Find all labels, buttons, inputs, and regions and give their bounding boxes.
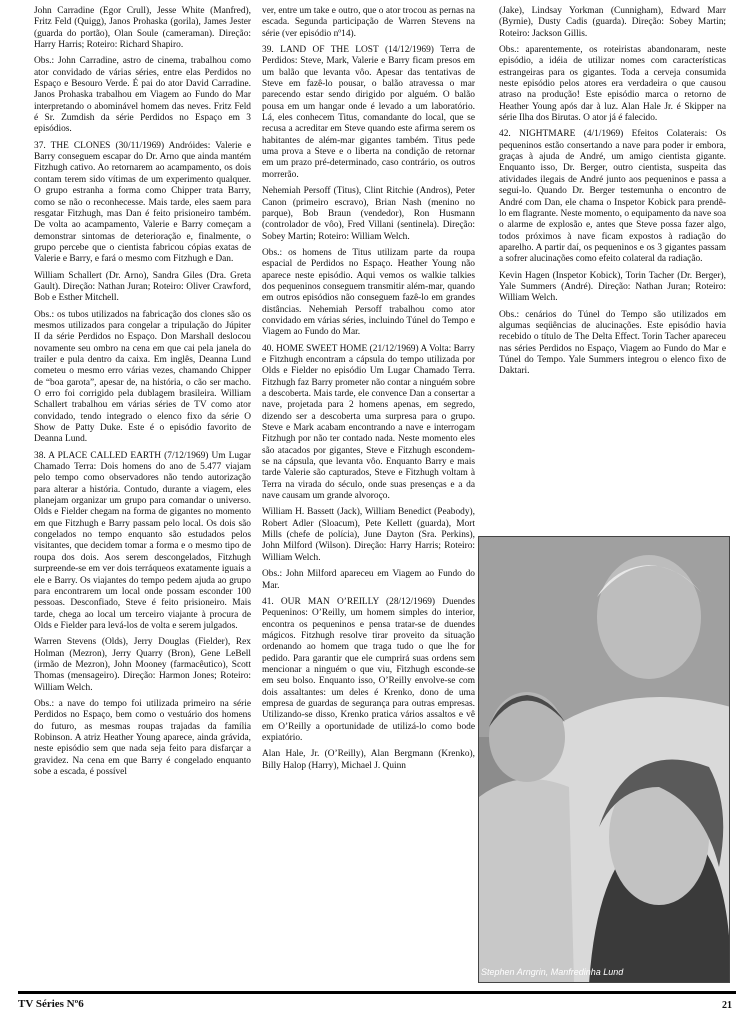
photo-illustration (479, 537, 730, 983)
paragraph: Nehemiah Persoff (Titus), Clint Ritchie (Andros), Peter Canon (primeiro escravo), Brian Nash (menino no parque), Bob Braun (vendedor), Ron Husmann (controlador de vôo), Fred Villani (sentinela). Direção: Sobey Martin; Roteiro: William Welch. (262, 186, 475, 242)
episode-38-synopsis: 38. A PLACE CALLED EARTH (7/12/1969) Um Lugar Chamado Terra: Dois homens do ano de 5.477 viajam pelo tempo como observadores não tendo autorização para alterar a história. Contudo, durante a viagem, eles planejam organizar um grupo para comandar o universo. Olds e Fielder chegam na forma de gigantes no momento em que Fitzhugh e Barry passam pelo local. Os dois são congelados no tempo enquanto são estudados pelos visitantes, que decidem tomar a forma e o mesmo tipo de roupa dos dois. Aos serem descongelados, Fitzhugh surpreende-se em ver dois terráqueos exatamente iguais a ele e Barry. Os viajantes do tempo pedem ajuda ao grupo para encontrarem um local onde possam esconder 100 pessoas. Desconfiado, Steve é feito prisioneiro. Mais tarde, chega ao local um terceiro viajante à procura de Olds e Fielder para levá-los de volta e serem julgados. (34, 450, 251, 631)
paragraph: Alan Hale, Jr. (O’Reilly), Alan Bergmann (Krenko), Billy Halop (Harry), Michael J. Quinn (262, 749, 475, 771)
column-left (34, 6, 251, 783)
episode-42-synopsis: 42. NIGHTMARE (4/1/1969) Efeitos Colaterais: Os pequeninos estão consertando a nave para poder ir embora, graças à ajuda de André, um amigo cientista gigante. Enquanto isso, Dr. Berger, outro cientista, suspeita das atividades ilegais de André junto aos pequeninos e passa a segui-lo. Quando Dr. Berger testemunha o encontro de André com Dan, ele chama o Inspetor Kobick para prendê-lo em flagrante. Neste momento, o equipamento da nave soa o alarme de explosão e, antes que Steve possa fazer algo, todos próximos à nave ficam expostos à radiação do aparelho. A partir daí, os pequeninos e os 3 gigantes passam a sofrer alucinações como efeito colateral da radiação. (499, 129, 726, 265)
column-middle (262, 6, 475, 777)
paragraph: Kevin Hagen (Inspetor Kobick), Torin Tacher (Dr. Berger), Yale Summers (André). Direção: Nathan Juran; Roteiro: William Welch. (499, 270, 726, 304)
paragraph: Obs.: aparentemente, os roteiristas abandonaram, neste episódio, a idéia de utilizar nomes com características estrangeiras para os gigantes. Toda a cerveja consumida neste episódio pelos atores era verdadeira o que causou atraso na produção! Este episódio marca o retorno de Heather Young após dar à luz. Alan Hale Jr. é Skipper na série Ilha dos Birutas. O ator já é falecido. (499, 45, 726, 124)
paragraph: Warren Stevens (Olds), Jerry Douglas (Fielder), Rex Holman (Mezron), Jerry Quarry (Bron), Gene LeBell (irmão de Mezron), John Mooney (farmacêutico), Scott Thomas (mensageiro). Direção: Harmon Jones; Roteiro: William Welch. (34, 637, 251, 693)
episode-37-synopsis: 37. THE CLONES (30/11/1969) Andróides: Valerie e Barry conseguem escapar do Dr. Arno que ainda mantém Fitzhugh cativo. Ao retornarem ao acampamento, os dois contam terem sido vítimas de um experimento qualquer. O grupo estranha a forma como Chipper trata Barry, como se não o reconhecesse. Mais tarde, eles saem para resgatar Fitzhugh, mas Dan é feito prisioneiro também. De volta ao acampamento, Valerie e Barry começam a demonstrar sintomas de deterioração e, finalmente, o grupo percebe que o cientista fabricou cópias exatas de Valerie e Barry, e fará o mesmo com Fitzhugh e Dan. (34, 140, 251, 265)
episode-39-synopsis: 39. LAND OF THE LOST (14/12/1969) Terra de Perdidos: Steve, Mark, Valerie e Barry ficam presos em um balão que levanta vôo. Apesar das tentativas de Steve em fazê-lo pousar, o balão atravessa o mar parecendo estar sendo dirigido por alguém. O balão pousa em um hangar onde é levado a um laboratório. Lá, eles conhecem Titus, comandante do local, que se recusa a acreditar em Steve quando este afirma serem os habitantes de além-mar gigantes também. Titus pede uma prova a Steve e o liberta na condição de retornar em um prazo pré-determinado, caso contrário, os outros morrerão. (262, 45, 475, 180)
page-footer (0, 991, 754, 1024)
page-number: 21 (722, 1000, 732, 1011)
paragraph: Obs.: os tubos utilizados na fabricação dos clones são os mesmos utilizados para congelar a tripulação do Júpiter II da série Perdidos no Espaço. Don Marshall deslocou novamente seu ombro na cena em que cai pela janela do trailer e pula dentro da caixa. Em inglês, Deanna Lund cometeu o mesmo erro várias vezes, chamando Chipper de “boa garota”, apesar de, na história, o cão ser macho. O erro foi corrigido pela dublagem brasileira. William Schallert trabalhou em várias séries de TV como ator convidado, tendo integrado o elenco fixo da série O Show de Patty Duke. Este é o episódio favorito de Deanna Lund. (34, 309, 251, 445)
paragraph: Obs.: a nave do tempo foi utilizada primeiro na série Perdidos no Espaço, bem como o vestuário dos homens do futuro, as mesmas roupas trajadas da família Robinson. A atriz Heather Young aparece, ainda grávida, neste episódio sem que nada seja feito para disfarçar a gravidez. Na cena em que Barry é congelado enquanto sobe a escada, é possível (34, 698, 251, 777)
paragraph: John Carradine (Egor Crull), Jesse White (Manfred), Fritz Feld (Quigg), Janos Prohaska (gorila), James Jester (guarda do portão), Olan Soule (cameraman). Direção: Harry Harris; Roteiro: Richard Shapiro. (34, 6, 251, 51)
paragraph: William H. Bassett (Jack), William Benedict (Peabody), Robert Adler (Sloacum), Pete Kellett (guarda), Mort Mills (chefe de polícia), June Dayton (Sra. Perkins), John Milford (Wilson). Direção: Harry Harris; Roteiro: William Welch. (262, 507, 475, 563)
paragraph: (Jake), Lindsay Yorkman (Cunnigham), Edward Marr (Byrnie), Dusty Cadis (guarda). Direção: Sobey Martin; Roteiro: Jackson Gillis. (499, 6, 726, 39)
paragraph: Obs.: cenários do Túnel do Tempo são utilizados em algumas seqüências de alucinações. Este episódio havia recebido o título de The Delta Effect. Torin Tacher apareceu nas séries Perdidos no Espaço, Viagem ao Fundo do Mar e Túnel do Tempo. Yale Summers integrou o elenco fixo de Daktari. (499, 309, 726, 377)
cast-photo (478, 536, 730, 983)
paragraph: William Schallert (Dr. Arno), Sandra Giles (Dra. Greta Gault). Direção: Nathan Juran; Roteiro: Oliver Crawford, Bob e Esther Mitchell. (34, 270, 251, 304)
photo-caption: Stephen Arngrin, Manfredinha Lund (481, 967, 624, 977)
episode-40-synopsis: 40. HOME SWEET HOME (21/12/1969) A Volta: Barry e Fitzhugh encontram a cápsula do tempo utilizada por Olds e Fielder no episódio Um Lugar Chamado Terra. Fitzhugh faz Barry prometer não contar a ninguém sobre a descoberta. Mais tarde, ele convence Dan a consertar a nave, projetada para 2 homens apenas, em segredo, dizendo ser a descoberta uma surpresa para o grupo. Steve e Mark acabam encontrando a nave e interrogam Fitzhugh por não ter contado nada. Neste momento eles são atacados por gigantes, Steve e Fitzhugh escondem-se na cápsula, que levanta vôo. Enquanto Barry e mais tarde Valerie são capturados, Steve e Fitzhugh voltam à Terra na virada do século, onde suas presenças e a da nave causam um grande alvoroço. (262, 343, 475, 502)
magazine-title: TV Séries Nº6 (18, 998, 84, 1010)
paragraph: Obs.: John Carradine, astro de cinema, trabalhou como ator convidado de várias séries, entre elas Perdidos no Espaço e Besouro Verde. É pai do ator David Carradine. Janos Prohaska trabalhou em Viagem ao Fundo do Mar interpretando o abominável homem das neves. Fritz Feld é Sr. Zumdish da série Perdidos no Espaço em 3 episódios. (34, 56, 251, 135)
paragraph: Obs.: os homens de Titus utilizam parte da roupa espacial de Perdidos no Espaço. Heather Young não aparece neste episódio. Aqui vemos os walkie talkies dos pequeninos conseguem transmitir além-mar, quando em outros episódios não conseguem fazê-lo em grandes distâncias. Nehemiah Persoff trabalhou como ator convidado em várias séries, incluindo Túnel do Tempo e Viagem ao Fundo do Mar. (262, 247, 475, 338)
episode-41-synopsis: 41. OUR MAN O’REILLY (28/12/1969) Duendes Pequeninos: O’Reilly, um homem simples do interior, encontra os pequeninos e pensa tratar-se de duendes mágicos. Fitzhugh resolve tirar proveito da situação ordenando ao homem que traga tudo o que lhe for pedido. Para garantir que ele cumprirá suas ordens sem mencionar a ninguém o que viu, Fitzhugh esconde-se em seu bolso. Enquanto isso, O’Reilly envolve-se com dois assaltantes: um deles é Krenko, dono de uma empresa de guardas de segurança para outras empresas. Utilizando-se disso, Krenko pratica vários assaltos e vê em O’Reilly a oportunidade de utilizá-lo como bode expiatório. (262, 596, 475, 743)
paragraph: Obs.: John Milford apareceu em Viagem ao Fundo do Mar. (262, 569, 475, 591)
column-right (499, 6, 726, 383)
paragraph: ver, entre um take e outro, que o ator trocou as pernas na escada. Segunda participação de Warren Stevens na série (ver episódio nº14). (262, 6, 475, 39)
footer-rule (18, 991, 736, 994)
